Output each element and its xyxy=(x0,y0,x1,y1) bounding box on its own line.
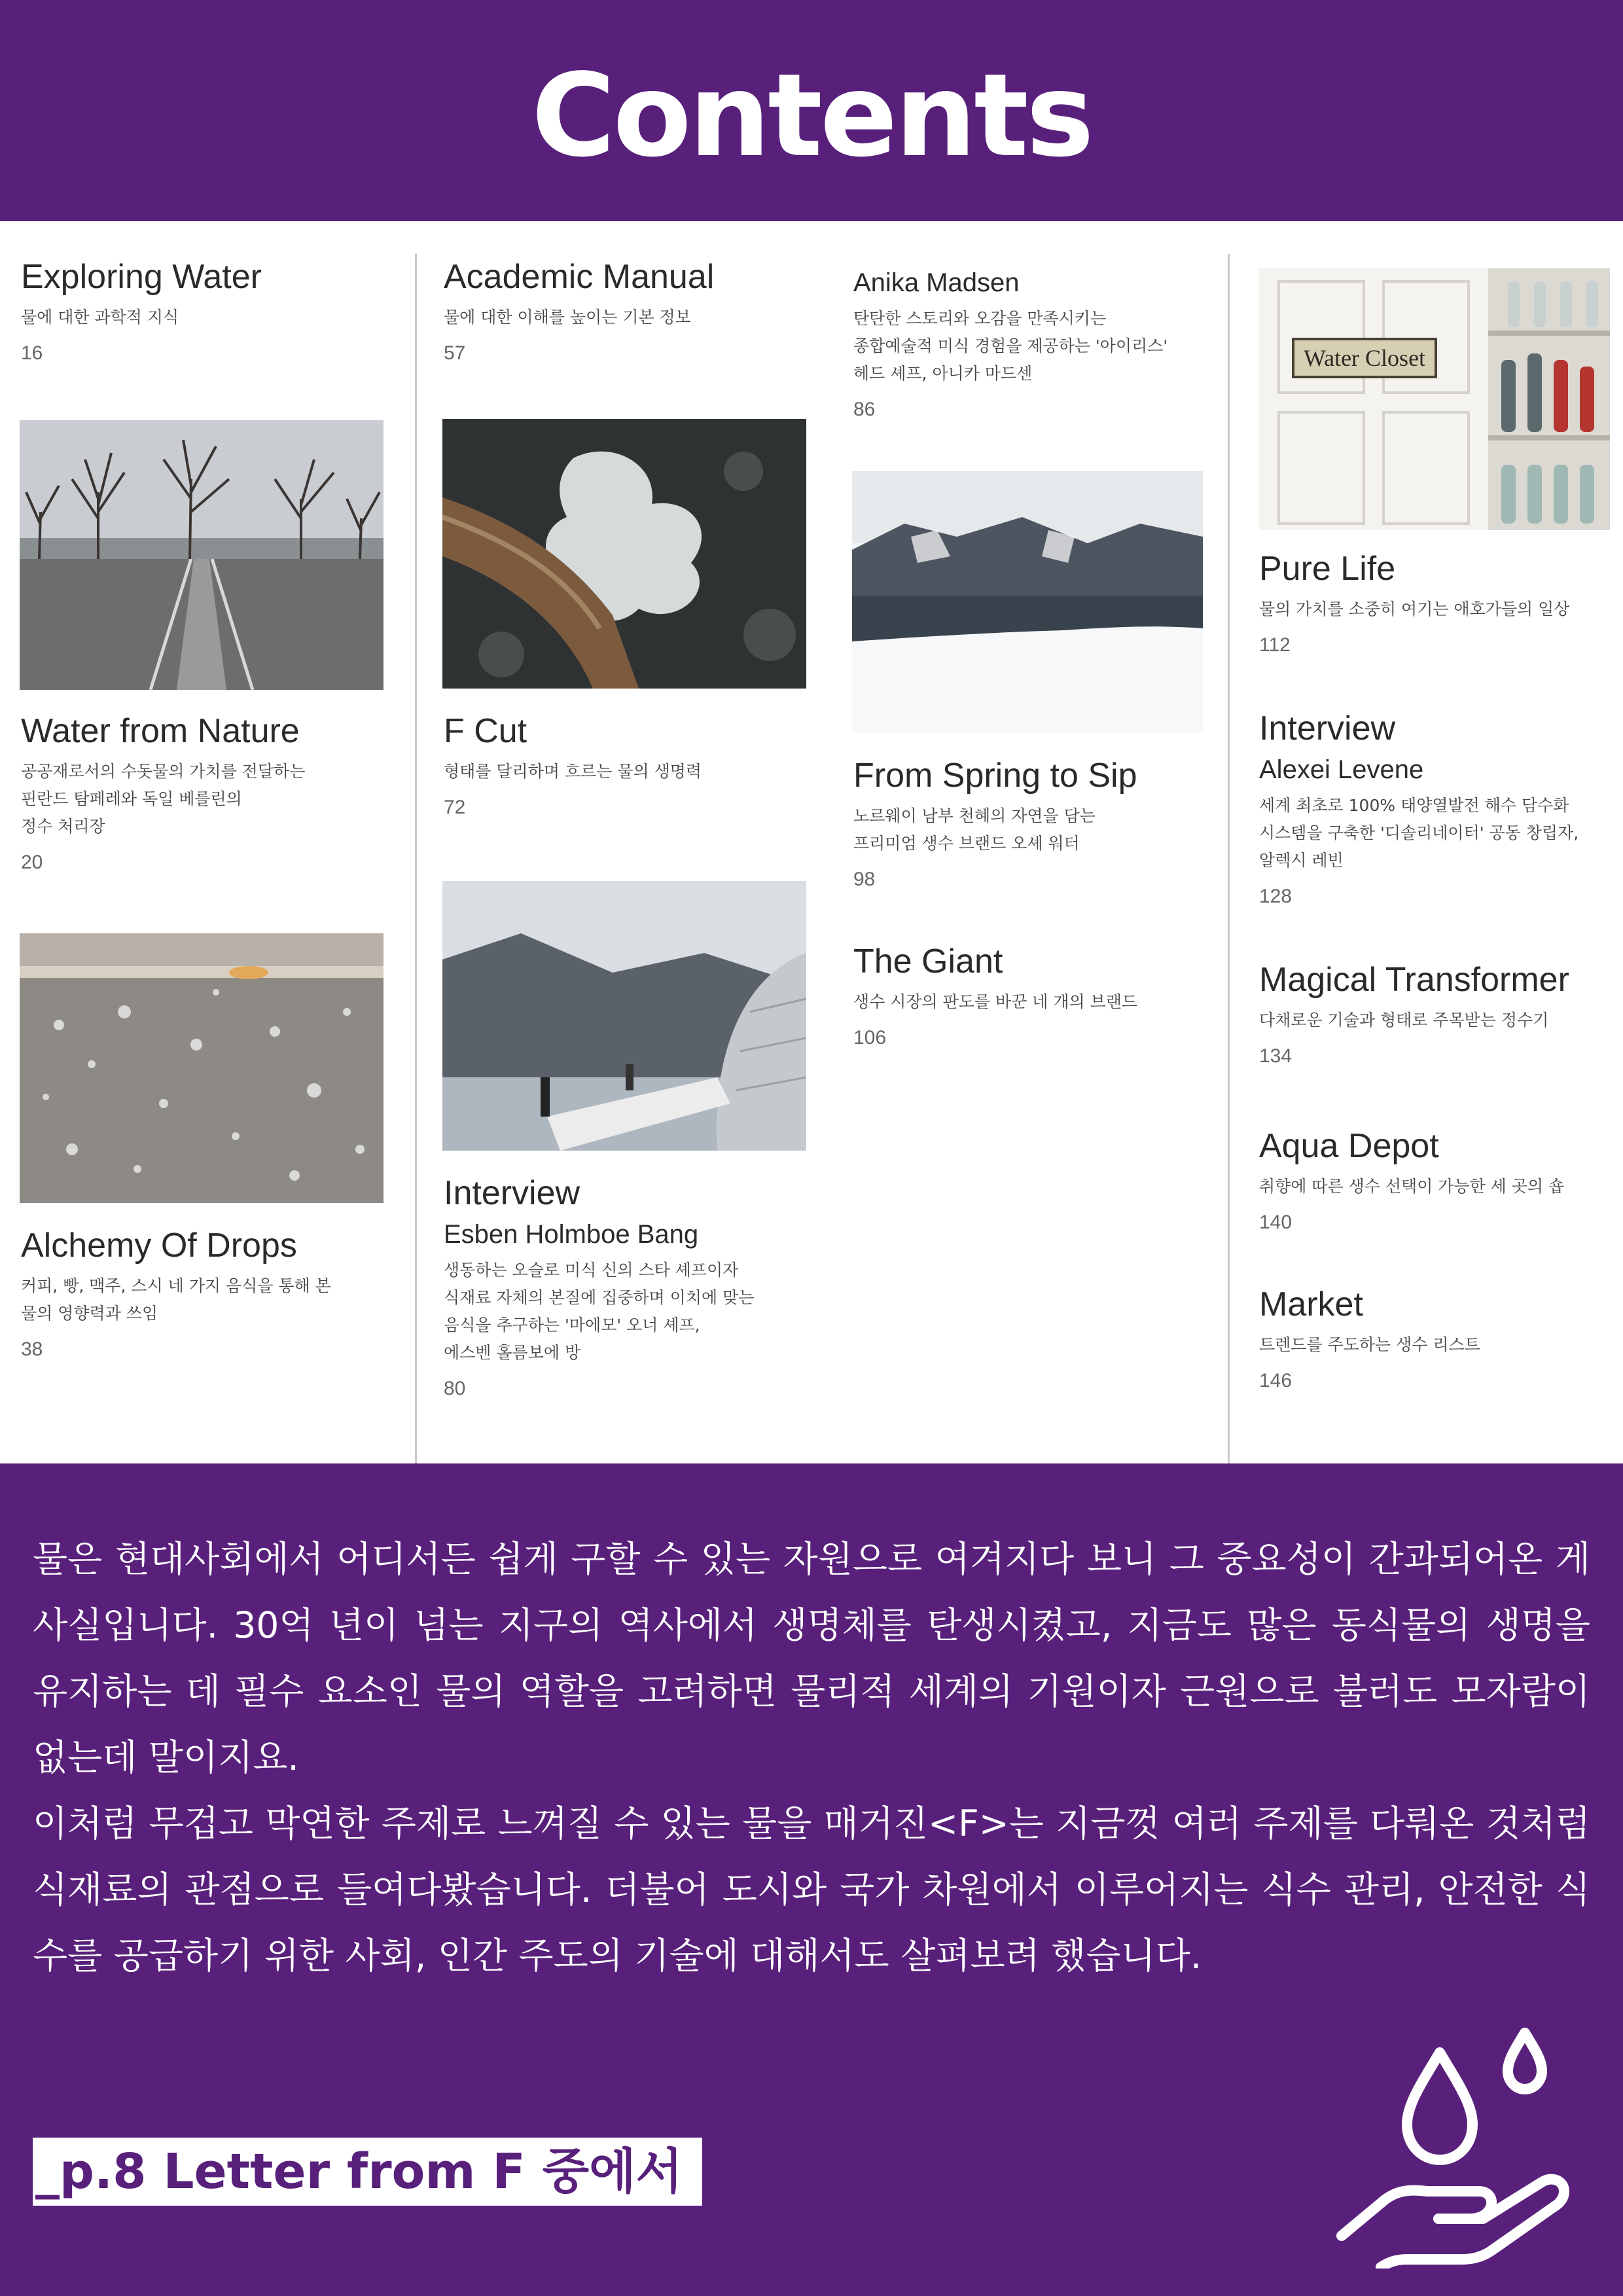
toc-entry-the-giant[interactable] xyxy=(853,939,1220,1052)
toc-entry-f-cut[interactable] xyxy=(444,708,823,822)
entry-title: Exploring Water xyxy=(21,258,262,296)
toc-entry-interview-esben[interactable] xyxy=(444,1170,849,1403)
toc-entry-market[interactable] xyxy=(1259,1282,1613,1395)
photo-water-closet-shelf xyxy=(1259,268,1610,530)
entry-description: 트렌드를 주도하는 생수 리스트 xyxy=(1259,1335,1480,1354)
entry-title: Market xyxy=(1259,1285,1363,1323)
entry-interviewee: Esben Holmboe Bang xyxy=(444,1220,699,1249)
toc-entry-pure-life[interactable] xyxy=(1259,546,1613,660)
toc-entry-interview-alexei[interactable] xyxy=(1259,706,1613,911)
entry-description: 노르웨이 남부 천혜의 자연을 담는 프리미엄 생수 브랜드 오셰 워터 xyxy=(853,806,1096,853)
photo-fjord-restaurant xyxy=(442,881,806,1151)
entry-interviewee: Alexei Levene xyxy=(1259,755,1424,784)
page-title: Contents xyxy=(531,50,1092,183)
entry-title: Aqua Depot xyxy=(1259,1127,1439,1165)
entry-description: 취향에 따른 생수 선택이 가능한 세 곳의 숍 xyxy=(1259,1177,1565,1196)
entry-page-number: 128 xyxy=(1259,886,1293,907)
entry-description: 탄탄한 스토리와 오감을 만족시키는 종합예술적 미식 경험을 제공하는 '아이리스' 헤드 셰프, 아니카 마드센 xyxy=(853,309,1168,383)
photo-trees-walkway xyxy=(20,420,383,690)
entry-page-number: 80 xyxy=(444,1378,466,1399)
toc-entry-water-from-nature[interactable] xyxy=(21,708,401,877)
entry-page-number: 140 xyxy=(1259,1211,1293,1233)
toc-entry-academic-manual[interactable] xyxy=(444,254,823,368)
entry-description: 물에 대한 과학적 지식 xyxy=(21,308,179,327)
column-divider xyxy=(415,254,417,1463)
toc-entry-alchemy-of-drops[interactable] xyxy=(21,1223,401,1364)
entry-page-number: 38 xyxy=(21,1338,43,1360)
entry-page-number: 106 xyxy=(853,1027,887,1049)
entry-page-number: 20 xyxy=(21,852,43,873)
photo-bubbles-underwater xyxy=(20,933,383,1203)
entry-title: Interview xyxy=(1259,709,1396,747)
entry-description: 생동하는 오슬로 미식 신의 스타 셰프이자 식재료 자체의 본질에 집중하며 이치에 맞는 음식을 추구하는 '마에모' 오너 셰프, 에스벤 홀름보에 방 xyxy=(444,1261,755,1362)
entry-description: 공공재로서의 수돗물의 가치를 전달하는 핀란드 탐페레와 독일 베를린의 정수 처리장 xyxy=(21,762,306,836)
photo-snowy-lake xyxy=(852,471,1203,733)
toc-entry-anika-madsen[interactable] xyxy=(853,264,1220,424)
letter-section xyxy=(0,1463,1623,2296)
entry-page-number: 86 xyxy=(853,399,876,420)
entry-description: 세계 최초로 100% 태양열발전 해수 담수화 시스템을 구축한 '디솔리네이터' 공동 창립자, 알렉시 레빈 xyxy=(1259,796,1579,870)
photo-ice-and-wood xyxy=(442,419,806,689)
entry-title: Interview xyxy=(444,1174,580,1212)
entry-description: 커피, 빵, 맥주, 스시 네 가지 음식을 통해 본 물의 영향력과 쓰임 xyxy=(21,1276,331,1323)
entry-description: 형태를 달리하며 흐르는 물의 생명력 xyxy=(444,762,702,781)
entry-title: Water from Nature xyxy=(21,712,300,750)
toc-entry-exploring-water[interactable] xyxy=(21,254,401,368)
table-of-contents xyxy=(0,221,1623,1463)
entry-page-number: 134 xyxy=(1259,1045,1293,1067)
entry-description: 다채로운 기술과 형태로 주목받는 정수기 xyxy=(1259,1011,1549,1030)
entry-page-number: 57 xyxy=(444,342,466,364)
entry-title: From Spring to Sip xyxy=(853,757,1137,795)
water-drop-hand-icon xyxy=(1329,2020,1577,2271)
toc-entry-aqua-depot[interactable] xyxy=(1259,1123,1613,1237)
entry-page-number: 16 xyxy=(21,342,43,364)
letter-body-text: 물은 현대사회에서 어디서든 쉽게 구할 수 있는 자원으로 여겨지다 보니 그 중요성이 간과되어온 게 사실입니다. 30억 년이 넘는 지구의 역사에서 생명체를 탄생시켰고, 지금도 많은 동식물의 생명을 유지하는 데 필수 요소인 물의 역할을 고려하면 물리적 세계의 기원이자 근원으로 불러도 모자람이 없는데 말이지요. 이처럼 무겁고 막연한 주제로 느껴질 수 있는 물을 매거진<F>는 지금껏 여러 주제를 다뤄온 것처럼 식재료의 관점으로 들여다봤습니다. 더불어 도시와 국가 차원에서 이루어지는 식수 관리, 안전한 식수를 공급하기 위한 사회, 인간 주도의 기술에 대해서도 살펴보려 했습니다. xyxy=(33,1538,1590,1977)
water-closet-sign: Water Closet xyxy=(1292,338,1437,378)
entry-title: The Giant xyxy=(853,942,1003,980)
toc-entry-from-spring-to-sip[interactable] xyxy=(853,753,1220,894)
entry-description: 물에 대한 이해를 높이는 기본 정보 xyxy=(444,308,691,327)
entry-page-number: 98 xyxy=(853,869,876,890)
entry-title: Alchemy Of Drops xyxy=(21,1227,297,1265)
entry-description: 물의 가치를 소중히 여기는 애호가들의 일상 xyxy=(1259,600,1570,619)
entry-title: Magical Transformer xyxy=(1259,961,1569,999)
entry-page-number: 146 xyxy=(1259,1370,1293,1391)
header-banner xyxy=(0,0,1623,221)
column-divider xyxy=(1228,254,1230,1463)
toc-entry-magical-transformer[interactable] xyxy=(1259,957,1613,1071)
letter-source-label: _p.8 Letter from F 중에서 xyxy=(33,2138,702,2206)
entry-title: F Cut xyxy=(444,712,527,750)
entry-title: Academic Manual xyxy=(444,258,715,296)
entry-description: 생수 시장의 판도를 바꾼 네 개의 브랜드 xyxy=(853,992,1138,1011)
entry-title: Pure Life xyxy=(1259,550,1396,588)
entry-page-number: 112 xyxy=(1259,634,1291,656)
entry-page-number: 72 xyxy=(444,797,466,818)
entry-interviewee: Anika Madsen xyxy=(853,268,1020,297)
